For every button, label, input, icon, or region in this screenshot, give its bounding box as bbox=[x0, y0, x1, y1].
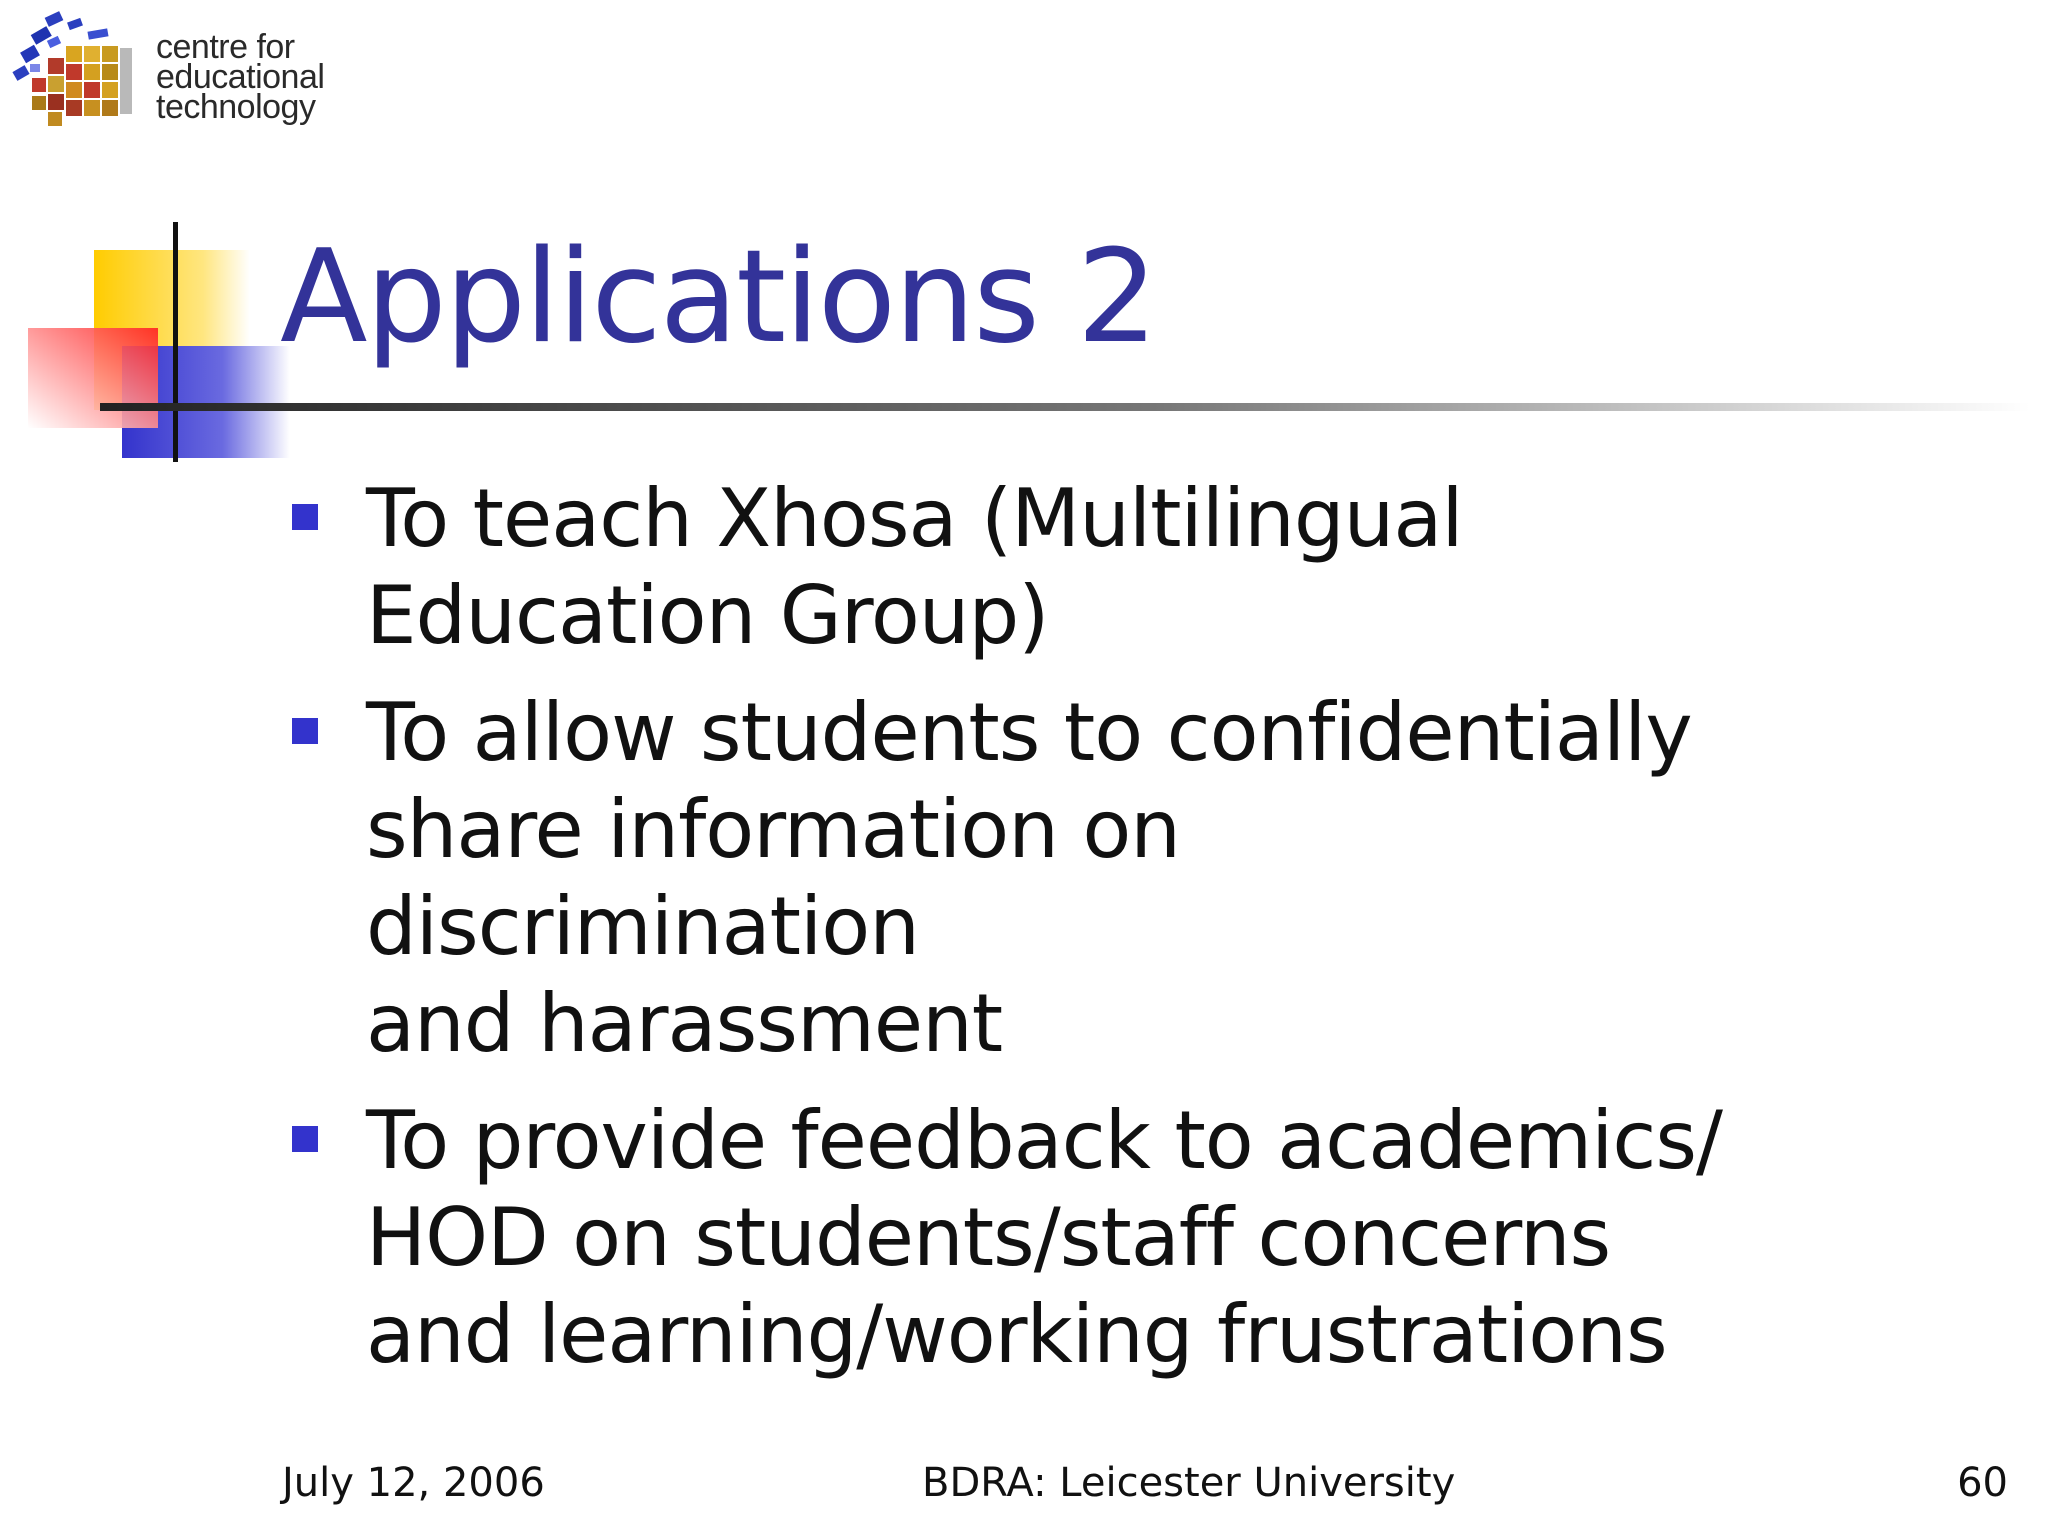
horizontal-rule bbox=[100, 403, 2030, 411]
square-bullet-icon bbox=[292, 718, 318, 744]
square-bullet-icon bbox=[292, 1126, 318, 1152]
bullet-line: HOD on students/staff concerns bbox=[366, 1191, 1611, 1284]
bullet-item bbox=[290, 1092, 1740, 1383]
bullet-line: Education Group) bbox=[366, 569, 1049, 662]
bullet-line: To provide feedback to academics/ bbox=[366, 1094, 1722, 1187]
bullet-line: and learning/working frustrations bbox=[366, 1288, 1667, 1381]
bullet-item bbox=[290, 684, 1740, 1072]
cube-logo-icon bbox=[8, 8, 148, 138]
logo-text bbox=[156, 28, 325, 126]
slide-title: Applications 2 bbox=[280, 223, 1156, 372]
bullet-line: and harassment bbox=[366, 977, 1003, 1070]
logo-line-2: educational bbox=[156, 58, 325, 96]
page-number: 60 bbox=[1957, 1460, 2008, 1506]
logo-line-3: technology bbox=[156, 88, 316, 126]
bullet-line: To teach Xhosa (Multilingual bbox=[366, 472, 1463, 565]
bullet-item bbox=[290, 470, 1740, 664]
bullet-line: share information on discrimination bbox=[366, 783, 1180, 973]
bullet-list bbox=[290, 470, 1740, 1403]
footer-date: July 12, 2006 bbox=[282, 1460, 545, 1506]
logo-line-1: centre for bbox=[156, 28, 295, 66]
logo bbox=[8, 8, 348, 138]
red-square bbox=[28, 328, 158, 428]
vertical-rule bbox=[173, 222, 178, 462]
footer-center-text: BDRA: Leicester University bbox=[922, 1460, 1456, 1506]
bullet-line: To allow students to confidentially bbox=[366, 686, 1692, 779]
square-bullet-icon bbox=[292, 504, 318, 530]
